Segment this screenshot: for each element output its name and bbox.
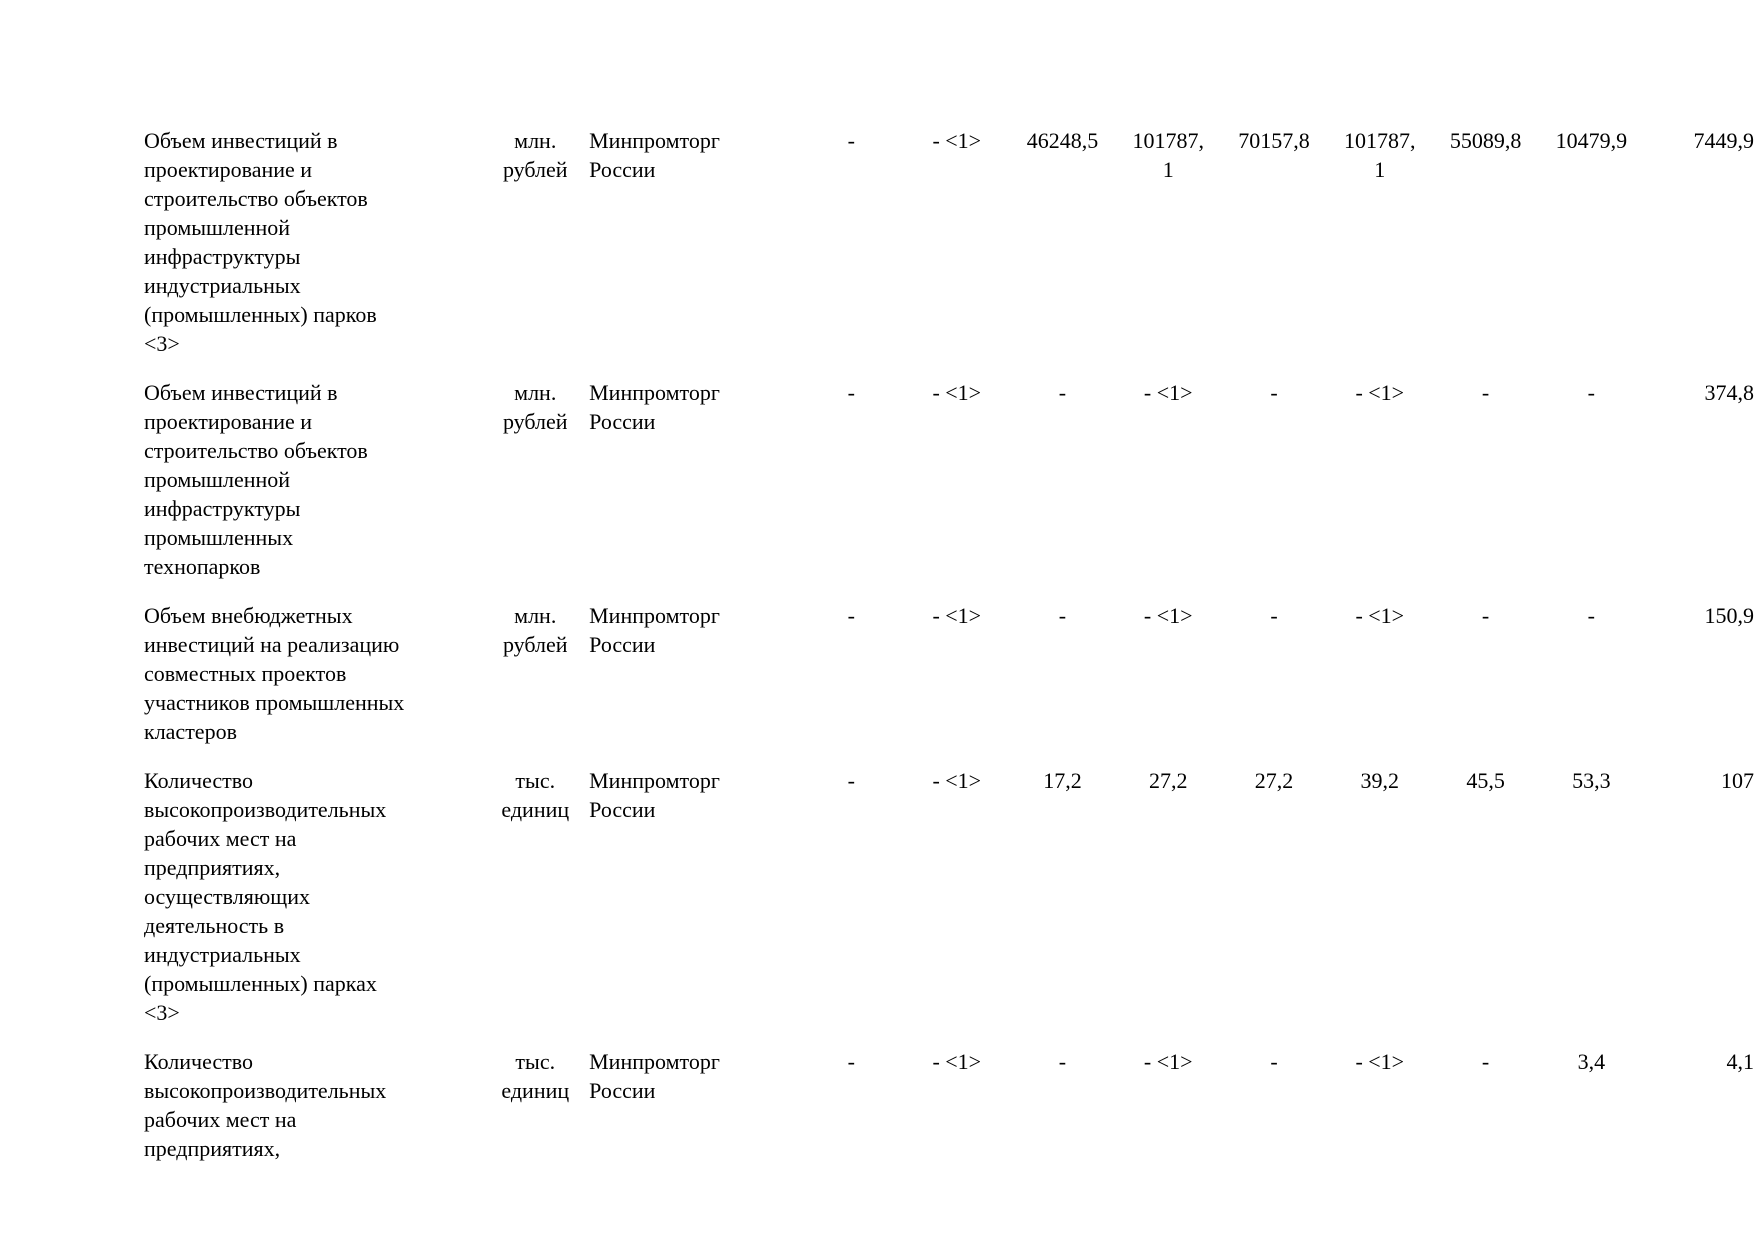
table-row <box>144 378 1754 601</box>
responsible-cell: Минпромторг России <box>589 603 720 657</box>
value-cell: 17,2 <box>1043 768 1082 793</box>
value-cell: - <box>847 603 855 628</box>
value-cell: 374,8 <box>1704 380 1754 405</box>
value-cell: - <box>1587 603 1595 628</box>
value-cell: - <1> <box>932 603 982 628</box>
unit-cell: млн. рублей <box>502 603 568 657</box>
value-cell: - <1> <box>932 1049 982 1074</box>
unit-cell: тыс. единиц <box>501 1049 570 1103</box>
indicator-name: Объем инвестиций в проектирование и строительство объектов промышленной инфраструктуры промышленных технопарков <box>144 380 368 579</box>
value-cell: 55089,8 <box>1449 128 1522 153</box>
value-cell: - <box>847 1049 855 1074</box>
value-cell: - <box>1058 380 1067 405</box>
value-cell: 39,2 <box>1360 768 1400 793</box>
value-cell: - <box>1270 380 1278 405</box>
unit-cell: млн. рублей <box>502 380 568 434</box>
responsible-cell: Минпромторг России <box>589 1049 720 1103</box>
value-cell: - <1> <box>932 128 982 153</box>
indicator-name: Количество высокопроизводительных рабочих мест на предприятиях, <box>144 1049 387 1161</box>
value-cell: 53,3 <box>1572 768 1611 793</box>
value-cell: - <1> <box>1355 380 1405 405</box>
value-cell: 7449,9 <box>1693 128 1754 153</box>
value-cell: 10479,9 <box>1555 128 1628 153</box>
table-row <box>144 766 1754 1047</box>
value-cell: 46248,5 <box>1026 128 1099 153</box>
value-cell: - <box>1481 380 1490 405</box>
value-cell: 4,1 <box>1726 1049 1754 1074</box>
value-cell: - <1> <box>1355 603 1405 628</box>
value-cell: - <1> <box>1355 1049 1405 1074</box>
table-row <box>144 1047 1754 1167</box>
value-cell: - <box>1481 603 1490 628</box>
value-cell: - <1> <box>932 380 982 405</box>
value-cell: - <1> <box>1143 380 1193 405</box>
responsible-cell: Минпромторг России <box>589 380 720 434</box>
value-cell: - <1> <box>1143 603 1193 628</box>
value-cell: 70157,8 <box>1238 128 1310 153</box>
value-cell: - <box>1587 380 1595 405</box>
value-cell: 3,4 <box>1577 1049 1606 1074</box>
table-row <box>144 601 1754 766</box>
value-cell: 107 <box>1721 768 1754 793</box>
value-cell: - <box>1058 1049 1067 1074</box>
indicator-name: Объем внебюджетных инвестиций на реализацию совместных проектов участников промышленных кластеров <box>144 603 405 744</box>
value-cell: 27,2 <box>1148 768 1188 793</box>
table-row <box>144 126 1754 378</box>
responsible-cell: Минпромторг России <box>589 128 720 182</box>
value-cell: 101787, 1 <box>1132 128 1204 182</box>
value-cell: - <box>847 380 855 405</box>
value-cell: 45,5 <box>1466 768 1505 793</box>
value-cell: - <box>1270 1049 1278 1074</box>
value-cell: - <box>1058 603 1067 628</box>
unit-cell: млн. рублей <box>502 128 568 182</box>
indicator-name: Количество высокопроизводительных рабочих мест на предприятиях, осуществляющих деятельность в индустриальных (промышленных) парках <3> <box>144 768 387 1025</box>
value-cell: - <box>847 128 855 153</box>
value-cell: - <box>847 768 855 793</box>
value-cell: - <box>1481 1049 1490 1074</box>
value-cell: 101787, 1 <box>1344 128 1416 182</box>
value-cell: - <box>1270 603 1278 628</box>
indicators-table <box>144 126 1754 1167</box>
responsible-cell: Минпромторг России <box>589 768 720 822</box>
value-cell: 150,9 <box>1704 603 1754 628</box>
value-cell: - <1> <box>932 768 982 793</box>
unit-cell: тыс. единиц <box>501 768 570 822</box>
value-cell: 27,2 <box>1254 768 1294 793</box>
indicator-name: Объем инвестиций в проектирование и строительство объектов промышленной инфраструктуры индустриальных (промышленных) парков <3> <box>144 128 377 356</box>
value-cell: - <1> <box>1143 1049 1193 1074</box>
